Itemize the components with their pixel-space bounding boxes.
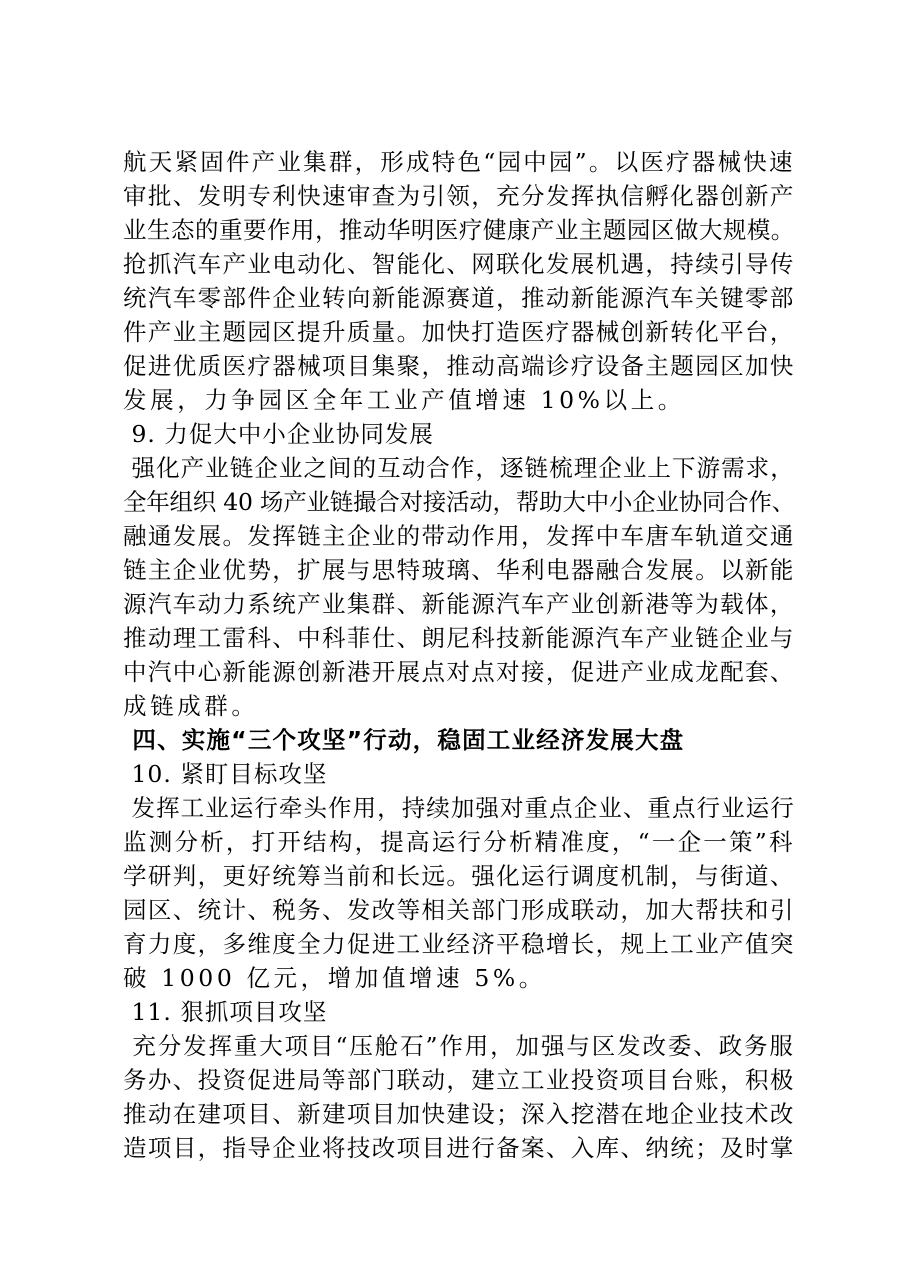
paragraph-line: 破 1000 亿元，增加值增速 5%。 bbox=[123, 964, 546, 992]
paragraph-line: 航天紧固件产业集群，形成特色“园中园”。以医疗器械快速 bbox=[123, 148, 795, 176]
paragraph-line: 审批、发明专利快速审查为引领，充分发挥执信孵化器创新产 bbox=[123, 182, 795, 210]
paragraph-line: 发挥工业运行牵头作用，持续加强对重点企业、重点行业运行 bbox=[123, 794, 795, 822]
paragraph-line: 源汽车动力系统产业集群、新能源汽车产业创新港等为载体， bbox=[123, 590, 795, 618]
paragraph-line: 促进优质医疗器械项目集聚，推动高端诊疗设备主题园区加快 bbox=[123, 352, 795, 380]
paragraph-line: 园区、统计、税务、发改等相关部门形成联动，加大帮扶和引 bbox=[123, 896, 795, 924]
section-heading: 四、实施“三个攻坚”行动，稳固工业经济发展大盘 bbox=[123, 726, 685, 754]
paragraph-line: 监测分析，打开结构，提高运行分析精准度，“一企一策”科 bbox=[123, 828, 795, 856]
paragraph-line: 链主企业优势，扩展与思特玻璃、华利电器融合发展。以新能 bbox=[123, 556, 795, 584]
paragraph-line: 件产业主题园区提升质量。加快打造医疗器械创新转化平台， bbox=[123, 318, 795, 346]
subsection-title: 9. 力促大中小企业协同发展 bbox=[123, 420, 434, 448]
paragraph-line: 造项目，指导企业将技改项目进行备案、入库、纳统；及时掌 bbox=[123, 1134, 795, 1162]
paragraph-line: 全年组织 40 场产业链撮合对接活动，帮助大中小企业协同合作、 bbox=[123, 488, 795, 516]
paragraph-line: 务办、投资促进局等部门联动，建立工业投资项目台账，积极 bbox=[123, 1066, 795, 1094]
paragraph-line: 抢抓汽车产业电动化、智能化、网联化发展机遇，持续引导传 bbox=[123, 250, 795, 278]
paragraph-line: 强化产业链企业之间的互动合作，逐链梳理企业上下游需求， bbox=[123, 454, 795, 482]
subsection-title: 10. 紧盯目标攻坚 bbox=[123, 760, 328, 788]
paragraph-line: 统汽车零部件企业转向新能源赛道，推动新能源汽车关键零部 bbox=[123, 284, 795, 312]
paragraph-line: 发展，力争园区全年工业产值增速 10%以上。 bbox=[123, 386, 685, 414]
paragraph-line: 推动在建项目、新建项目加快建设；深入挖潜在地企业技术改 bbox=[123, 1100, 795, 1128]
paragraph-line: 成链成群。 bbox=[123, 692, 259, 720]
paragraph-line: 中汽中心新能源创新港开展点对点对接，促进产业成龙配套、 bbox=[123, 658, 795, 686]
paragraph-line: 融通发展。发挥链主企业的带动作用，发挥中车唐车轨道交通 bbox=[123, 522, 795, 550]
paragraph-line: 育力度，多维度全力促进工业经济平稳增长，规上工业产值突 bbox=[123, 930, 795, 958]
subsection-title: 11. 狠抓项目攻坚 bbox=[123, 998, 328, 1026]
paragraph-line: 学研判，更好统筹当前和长远。强化运行调度机制，与街道、 bbox=[123, 862, 795, 890]
paragraph-line: 推动理工雷科、中科菲仕、朗尼科技新能源汽车产业链企业与 bbox=[123, 624, 795, 652]
paragraph-line: 充分发挥重大项目“压舱石”作用，加强与区发改委、政务服 bbox=[123, 1032, 795, 1060]
paragraph-line: 业生态的重要作用，推动华明医疗健康产业主题园区做大规模。 bbox=[123, 216, 795, 244]
